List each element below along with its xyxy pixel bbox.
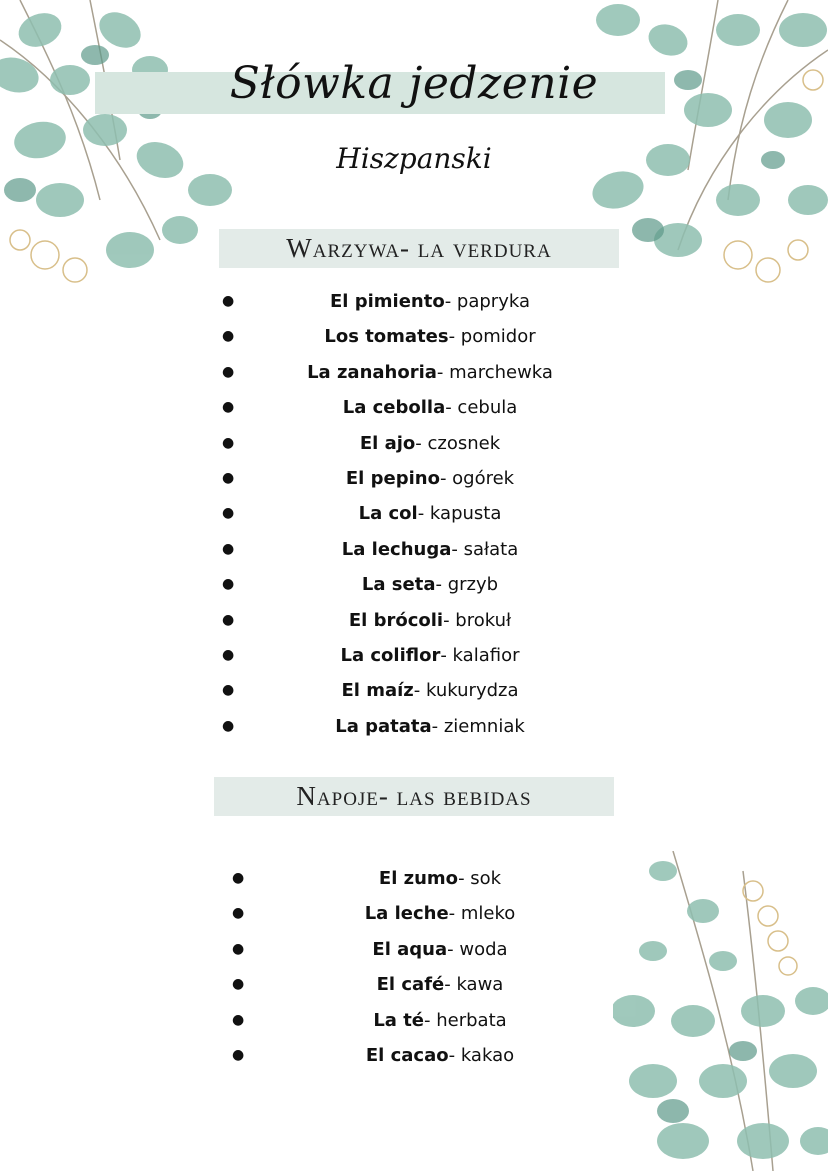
bullet-icon: ● — [232, 976, 245, 993]
drinks-list — [0, 861, 828, 1073]
section-header-vegetables: Warzywa- la verdura — [219, 229, 619, 268]
spanish-word: La té — [373, 1009, 425, 1031]
polish-word: - kakao — [448, 1044, 515, 1066]
list-item — [0, 1003, 828, 1038]
list-item — [0, 319, 828, 354]
bullet-icon: ● — [232, 1011, 245, 1028]
spanish-word: El pepino — [345, 467, 440, 489]
polish-word: - ogórek — [439, 467, 515, 489]
bullet-icon: ● — [222, 646, 235, 663]
spanish-word: La lechuga — [341, 538, 452, 560]
polish-word: - grzyb — [435, 574, 499, 596]
list-item — [0, 709, 828, 744]
list-item — [0, 461, 828, 496]
bullet-icon: ● — [232, 870, 245, 886]
polish-word: - kukurydza — [413, 680, 519, 702]
bullet-icon: ● — [222, 434, 235, 451]
list-item — [0, 896, 828, 931]
list-item — [0, 532, 828, 567]
list-item — [0, 603, 828, 638]
polish-word: - mleko — [448, 903, 516, 925]
polish-word: - sałata — [451, 538, 519, 560]
bullet-icon: ● — [222, 469, 235, 486]
bullet-icon: ● — [222, 328, 235, 345]
list-item — [0, 426, 828, 461]
bullet-icon: ● — [222, 576, 235, 593]
bullet-icon: ● — [232, 940, 245, 957]
list-item — [0, 638, 828, 673]
bullet-icon: ● — [222, 505, 235, 522]
polish-word: - papryka — [444, 291, 530, 312]
polish-word: - woda — [447, 938, 508, 960]
bullet-icon: ● — [222, 611, 235, 628]
list-item — [0, 932, 828, 967]
list-item — [0, 567, 828, 602]
bullet-icon: ● — [222, 540, 235, 557]
bullet-icon: ● — [222, 363, 235, 380]
section-header-drinks: Napoje- las bebidas — [214, 777, 614, 816]
list-item — [0, 355, 828, 390]
list-item — [0, 1038, 828, 1073]
spanish-word: El maíz — [341, 680, 414, 702]
spanish-word: El pimiento — [329, 291, 445, 312]
page-subtitle: Hiszpanski — [336, 142, 492, 175]
list-item — [0, 673, 828, 708]
spanish-word: La seta — [361, 574, 436, 596]
list-item — [0, 390, 828, 425]
bullet-icon: ● — [222, 399, 235, 416]
bullet-icon: ● — [222, 293, 235, 309]
list-item — [0, 284, 828, 319]
spanish-word: La cebolla — [342, 397, 446, 419]
polish-word: - czosnek — [415, 432, 501, 454]
spanish-word: El cacao — [365, 1044, 449, 1066]
polish-word: - pomidor — [448, 326, 536, 348]
spanish-word: La leche — [364, 903, 449, 925]
spanish-word: La zanahoria — [307, 361, 437, 383]
spanish-word: La coliflor — [340, 644, 441, 666]
spanish-word: El aqua — [372, 938, 448, 960]
bullet-icon: ● — [232, 1046, 245, 1063]
polish-word: - herbata — [424, 1009, 507, 1031]
bullet-icon: ● — [222, 717, 235, 734]
page-title: Słówka jedzenie — [229, 58, 599, 109]
polish-word: - brokuł — [443, 609, 512, 631]
spanish-word: El café — [376, 974, 445, 996]
spanish-word: El ajo — [359, 432, 416, 454]
spanish-word: La patata — [335, 715, 432, 737]
polish-word: - sok — [458, 868, 502, 889]
spanish-word: El brócoli — [348, 609, 444, 631]
polish-word: - kapusta — [417, 503, 502, 525]
spanish-word: El zumo — [378, 868, 459, 889]
bullet-icon: ● — [232, 905, 245, 922]
polish-word: - kawa — [444, 974, 504, 996]
spanish-word: La col — [358, 503, 418, 525]
polish-word: - kalafior — [440, 644, 520, 666]
polish-word: - ziemniak — [431, 715, 525, 737]
list-item — [0, 496, 828, 531]
polish-word: - marchewka — [436, 361, 553, 383]
vegetables-list — [0, 284, 828, 744]
polish-word: - cebula — [445, 397, 518, 419]
list-item — [0, 861, 828, 896]
list-item — [0, 967, 828, 1002]
bullet-icon: ● — [222, 682, 235, 699]
spanish-word: Los tomates — [324, 326, 449, 348]
